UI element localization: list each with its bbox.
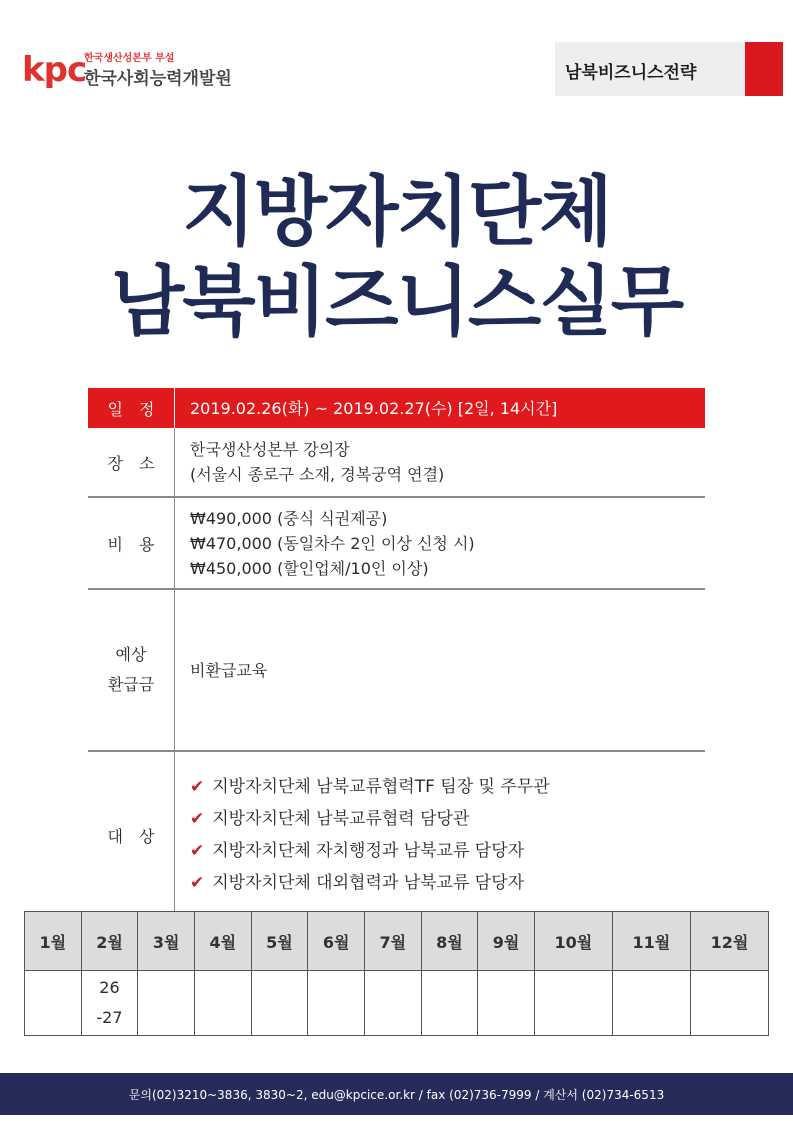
month-header: 12월 [690, 912, 768, 971]
month-cell [251, 971, 308, 1036]
place-row [88, 428, 705, 497]
contact-footer [0, 1073, 793, 1115]
target-item-text: 지방자치단체 남북교류협력TF 팀장 및 주무관 [212, 777, 550, 797]
month-cell [690, 971, 768, 1036]
target-item [190, 803, 704, 835]
month-cell [194, 971, 251, 1036]
month-cell [138, 971, 195, 1036]
month-header: 5월 [251, 912, 308, 971]
place-label: 장 소 [88, 428, 175, 497]
month-cell [534, 971, 612, 1036]
month-header: 1월 [25, 912, 82, 971]
category-tag-accent [745, 42, 783, 96]
category-tag-label: 남북비즈니스전략 [565, 63, 697, 83]
logo-name: 한국사회능력개발원 [84, 69, 232, 89]
month-header: 9월 [478, 912, 535, 971]
month-header: 8월 [421, 912, 478, 971]
contact-info: 문의(02)3210~3836, 3830~2, edu@kpcice.or.kr / fax (02)736-7999 / 계산서 (02)734-6513 [128, 1088, 665, 1102]
cost-line: ₩490,000 (중식 식권제공) [190, 508, 388, 528]
checkmark-icon: ✔ [190, 841, 205, 861]
logo-subtitle: 한국생산성본부 부설 [84, 53, 175, 64]
month-cell [612, 971, 690, 1036]
schedule-calendar [24, 911, 769, 1036]
checkmark-icon: ✔ [190, 777, 205, 797]
refund-label [88, 589, 175, 751]
target-item [190, 771, 704, 803]
target-item-text: 지방자치단체 대외협력과 남북교류 담당자 [212, 873, 525, 893]
checkmark-icon: ✔ [190, 809, 205, 829]
schedule-row [88, 388, 705, 428]
month-cell [478, 971, 535, 1036]
month-cell-feb [81, 971, 138, 1036]
checkmark-icon: ✔ [190, 873, 205, 893]
cost-line: ₩470,000 (동일차수 2인 이상 신청 시) [190, 533, 475, 553]
target-list [175, 751, 706, 919]
month-header: 6월 [308, 912, 365, 971]
month-header: 4월 [194, 912, 251, 971]
course-title-line1: 지방자치단체 [182, 167, 611, 256]
month-header: 7월 [364, 912, 421, 971]
refund-label-line: 환급금 [107, 675, 155, 694]
target-item [190, 835, 704, 867]
cost-label: 비 용 [88, 497, 175, 589]
feb-dates-line: 26 [99, 978, 120, 997]
refund-label-line: 예상 [115, 645, 147, 664]
calendar-date-row [25, 971, 769, 1036]
target-item [190, 867, 704, 899]
kpc-logo [22, 47, 262, 95]
course-title-line2: 남북비즈니스실무 [110, 257, 683, 346]
feb-dates-line: -27 [96, 1008, 123, 1027]
month-header: 2월 [81, 912, 138, 971]
month-cell [364, 971, 421, 1036]
category-tag [555, 42, 783, 96]
month-header: 10월 [534, 912, 612, 971]
month-cell [25, 971, 82, 1036]
schedule-label: 일 정 [88, 388, 175, 428]
month-header: 3월 [138, 912, 195, 971]
target-item-text: 지방자치단체 자치행정과 남북교류 담당자 [212, 841, 525, 861]
place-value [175, 428, 706, 497]
schedule-value: 2019.02.26(화) ~ 2019.02.27(수) [2일, 14시간] [175, 388, 706, 428]
target-item-text: 지방자치단체 남북교류협력 담당관 [212, 809, 470, 829]
calendar-header-row [25, 912, 769, 971]
month-cell [421, 971, 478, 1036]
month-header: 11월 [612, 912, 690, 971]
target-row [88, 751, 705, 919]
refund-row [88, 589, 705, 751]
place-line: 한국생산성본부 강의장 [190, 440, 350, 459]
place-line: (서울시 종로구 소재, 경복궁역 연결) [190, 465, 445, 484]
month-cell [308, 971, 365, 1036]
refund-value: 비환급교육 [190, 660, 268, 680]
cost-line: ₩450,000 (할인업체/10인 이상) [190, 558, 429, 578]
logo-mark: kpc [22, 50, 87, 90]
cost-row [88, 497, 705, 589]
course-info-table [88, 388, 705, 920]
cost-value [175, 497, 706, 589]
target-label: 대 상 [88, 751, 175, 919]
